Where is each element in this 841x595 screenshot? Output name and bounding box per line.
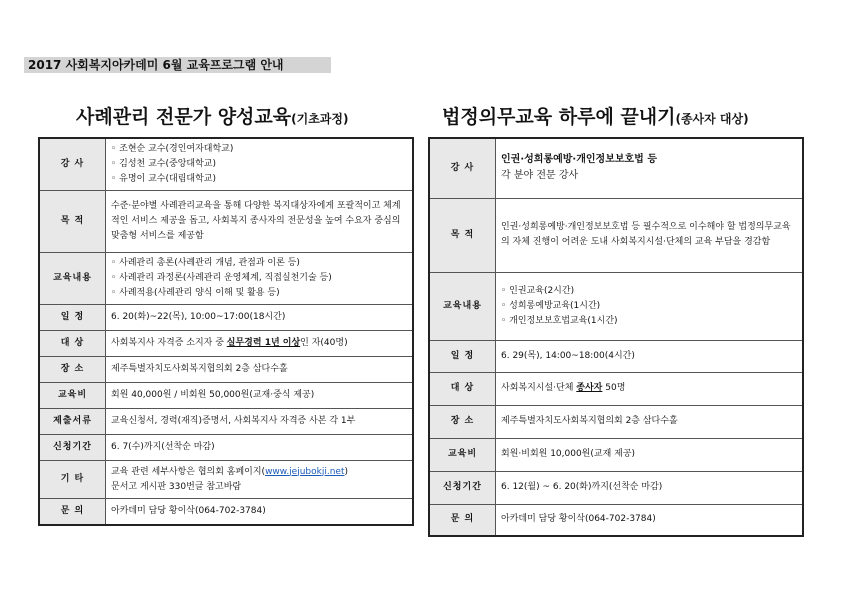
- list-item: ◦ 성희롱예방교육(1시간): [501, 300, 601, 311]
- purpose-text: 수준·분야별 사례관리교육을 통해 다양한 복지대상자에게 포괄적이고 체계적인 서비스 제공을 돕고, 사회복지 종사자의 전문성을 높여 수요자 중심의 맞춤형 서비스를 제공함: [106, 191, 414, 253]
- program-title-legal-training: [442, 102, 749, 129]
- list-item: ◦ 인권교육(2시간): [501, 285, 575, 296]
- schedule-label: 일 정: [429, 340, 496, 372]
- list-item: ◦ 조현순 교수(경인여자대학교): [111, 144, 234, 154]
- etc-text: [106, 461, 414, 499]
- target-post: 인 자(40명): [300, 338, 348, 348]
- legal-training-info-table: [428, 137, 804, 537]
- target-pre: 사회복지시설·단체: [501, 383, 577, 393]
- schedule-label: 일 정: [39, 305, 106, 331]
- title-sub: (종사자 대상): [675, 112, 749, 126]
- docs-label: 제출서류: [39, 409, 106, 435]
- content-label: 교육내용: [429, 272, 496, 340]
- fee-label: 교육비: [39, 383, 106, 409]
- place-label: 장 소: [429, 405, 496, 438]
- content-list: [106, 253, 414, 305]
- list-item: ◦ 김성천 교수(중앙대학교): [111, 159, 216, 169]
- contact-label: 문 의: [39, 499, 106, 525]
- period-text: 6. 12(월) ~ 6. 20(화)까지(선착순 마감): [496, 471, 804, 504]
- content-label: 교육내용: [39, 253, 106, 305]
- list-item: ◦ 사례관리 총론(사례관리 개념, 관점과 이론 등): [111, 258, 300, 268]
- etc-post: ): [344, 466, 349, 477]
- lecturer-text: [496, 138, 804, 198]
- fee-text: 회원·비회원 10,000원(교재 제공): [496, 438, 804, 471]
- etc-pre: 교육 관련 세부사항은 협의회 홈페이지(: [111, 466, 266, 477]
- lecturer-list: [106, 138, 414, 191]
- target-post: 50명: [602, 383, 626, 393]
- lecturer-label: 강 사: [429, 138, 496, 198]
- etc-line2: 문서고 게시판 330번글 참고바람: [111, 481, 242, 492]
- purpose-text: 인권·성희롱예방·개인정보보호법 등 필수적으로 이수해야 할 법정의무교육의 자체 진행이 어려운 도내 사회복지시설·단체의 교육 부담을 경감함: [496, 198, 804, 272]
- purpose-label: 목 적: [429, 198, 496, 272]
- etc-line1: [111, 467, 348, 477]
- schedule-text: 6. 29(목), 14:00~18:00(4시간): [496, 340, 804, 372]
- content-list: [496, 272, 804, 340]
- place-text: 제주특별자치도사회복지협의회 2층 삼다수홀: [496, 405, 804, 438]
- target-highlight: 종사자: [576, 383, 603, 393]
- target-text: [496, 372, 804, 405]
- title-main: 사례관리 전문가 양성교육: [76, 106, 292, 128]
- contact-label: 문 의: [429, 504, 496, 536]
- target-pre: 사회복지사 자격증 소지자 중: [111, 338, 227, 348]
- place-label: 장 소: [39, 357, 106, 383]
- target-highlight: 실무경력 1년 이상: [226, 338, 301, 348]
- list-item: ◦ 사례적용(사례관리 양식 이해 및 활용 등): [111, 288, 280, 298]
- place-text: 제주특별자치도사회복지협의회 2층 삼다수홀: [106, 357, 414, 383]
- docs-text: 교육신청서, 경력(재직)증명서, 사회복지사 자격증 사본 각 1부: [106, 409, 414, 435]
- contact-text: 아카데미 담당 황이삭(064-702-3784): [496, 504, 804, 536]
- fee-label: 교육비: [429, 438, 496, 471]
- list-item: ◦ 사례관리 과정론(사례관리 운영체계, 직접실천기술 등): [111, 273, 332, 283]
- lecturer-line2: 각 분야 전문 강사: [501, 170, 579, 182]
- period-label: 신청기간: [429, 471, 496, 504]
- period-text: 6. 7(수)까지(선착순 마감): [106, 435, 414, 461]
- target-label: 대 상: [429, 372, 496, 405]
- fee-text: 회원 40,000원 / 비회원 50,000원(교재·중식 제공): [106, 383, 414, 409]
- list-item: ◦ 개인정보보호법교육(1시간): [501, 315, 618, 326]
- period-label: 신청기간: [39, 435, 106, 461]
- contact-text: 아카데미 담당 황이삭(064-702-3784): [106, 499, 414, 525]
- homepage-link[interactable]: www.jejubokji.net: [265, 466, 345, 477]
- title-sub: (기초과정): [291, 112, 349, 126]
- document-header: 2017 사회복지아카데미 6월 교육프로그램 안내: [24, 57, 331, 73]
- purpose-label: 목 적: [39, 191, 106, 253]
- target-text: [106, 331, 414, 357]
- etc-label: 기 타: [39, 461, 106, 499]
- list-item: ◦ 유명이 교수(대림대학교): [111, 174, 216, 184]
- case-management-info-table: [38, 137, 414, 526]
- lecturer-label: 강 사: [39, 138, 106, 191]
- program-title-case-management: [76, 102, 348, 129]
- title-main: 법정의무교육 하루에 끝내기: [442, 106, 676, 128]
- schedule-text: 6. 20(화)~22(목), 10:00~17:00(18시간): [106, 305, 414, 331]
- target-label: 대 상: [39, 331, 106, 357]
- lecturer-line1: 인권·성희롱예방·개인정보보호법 등: [501, 154, 657, 166]
